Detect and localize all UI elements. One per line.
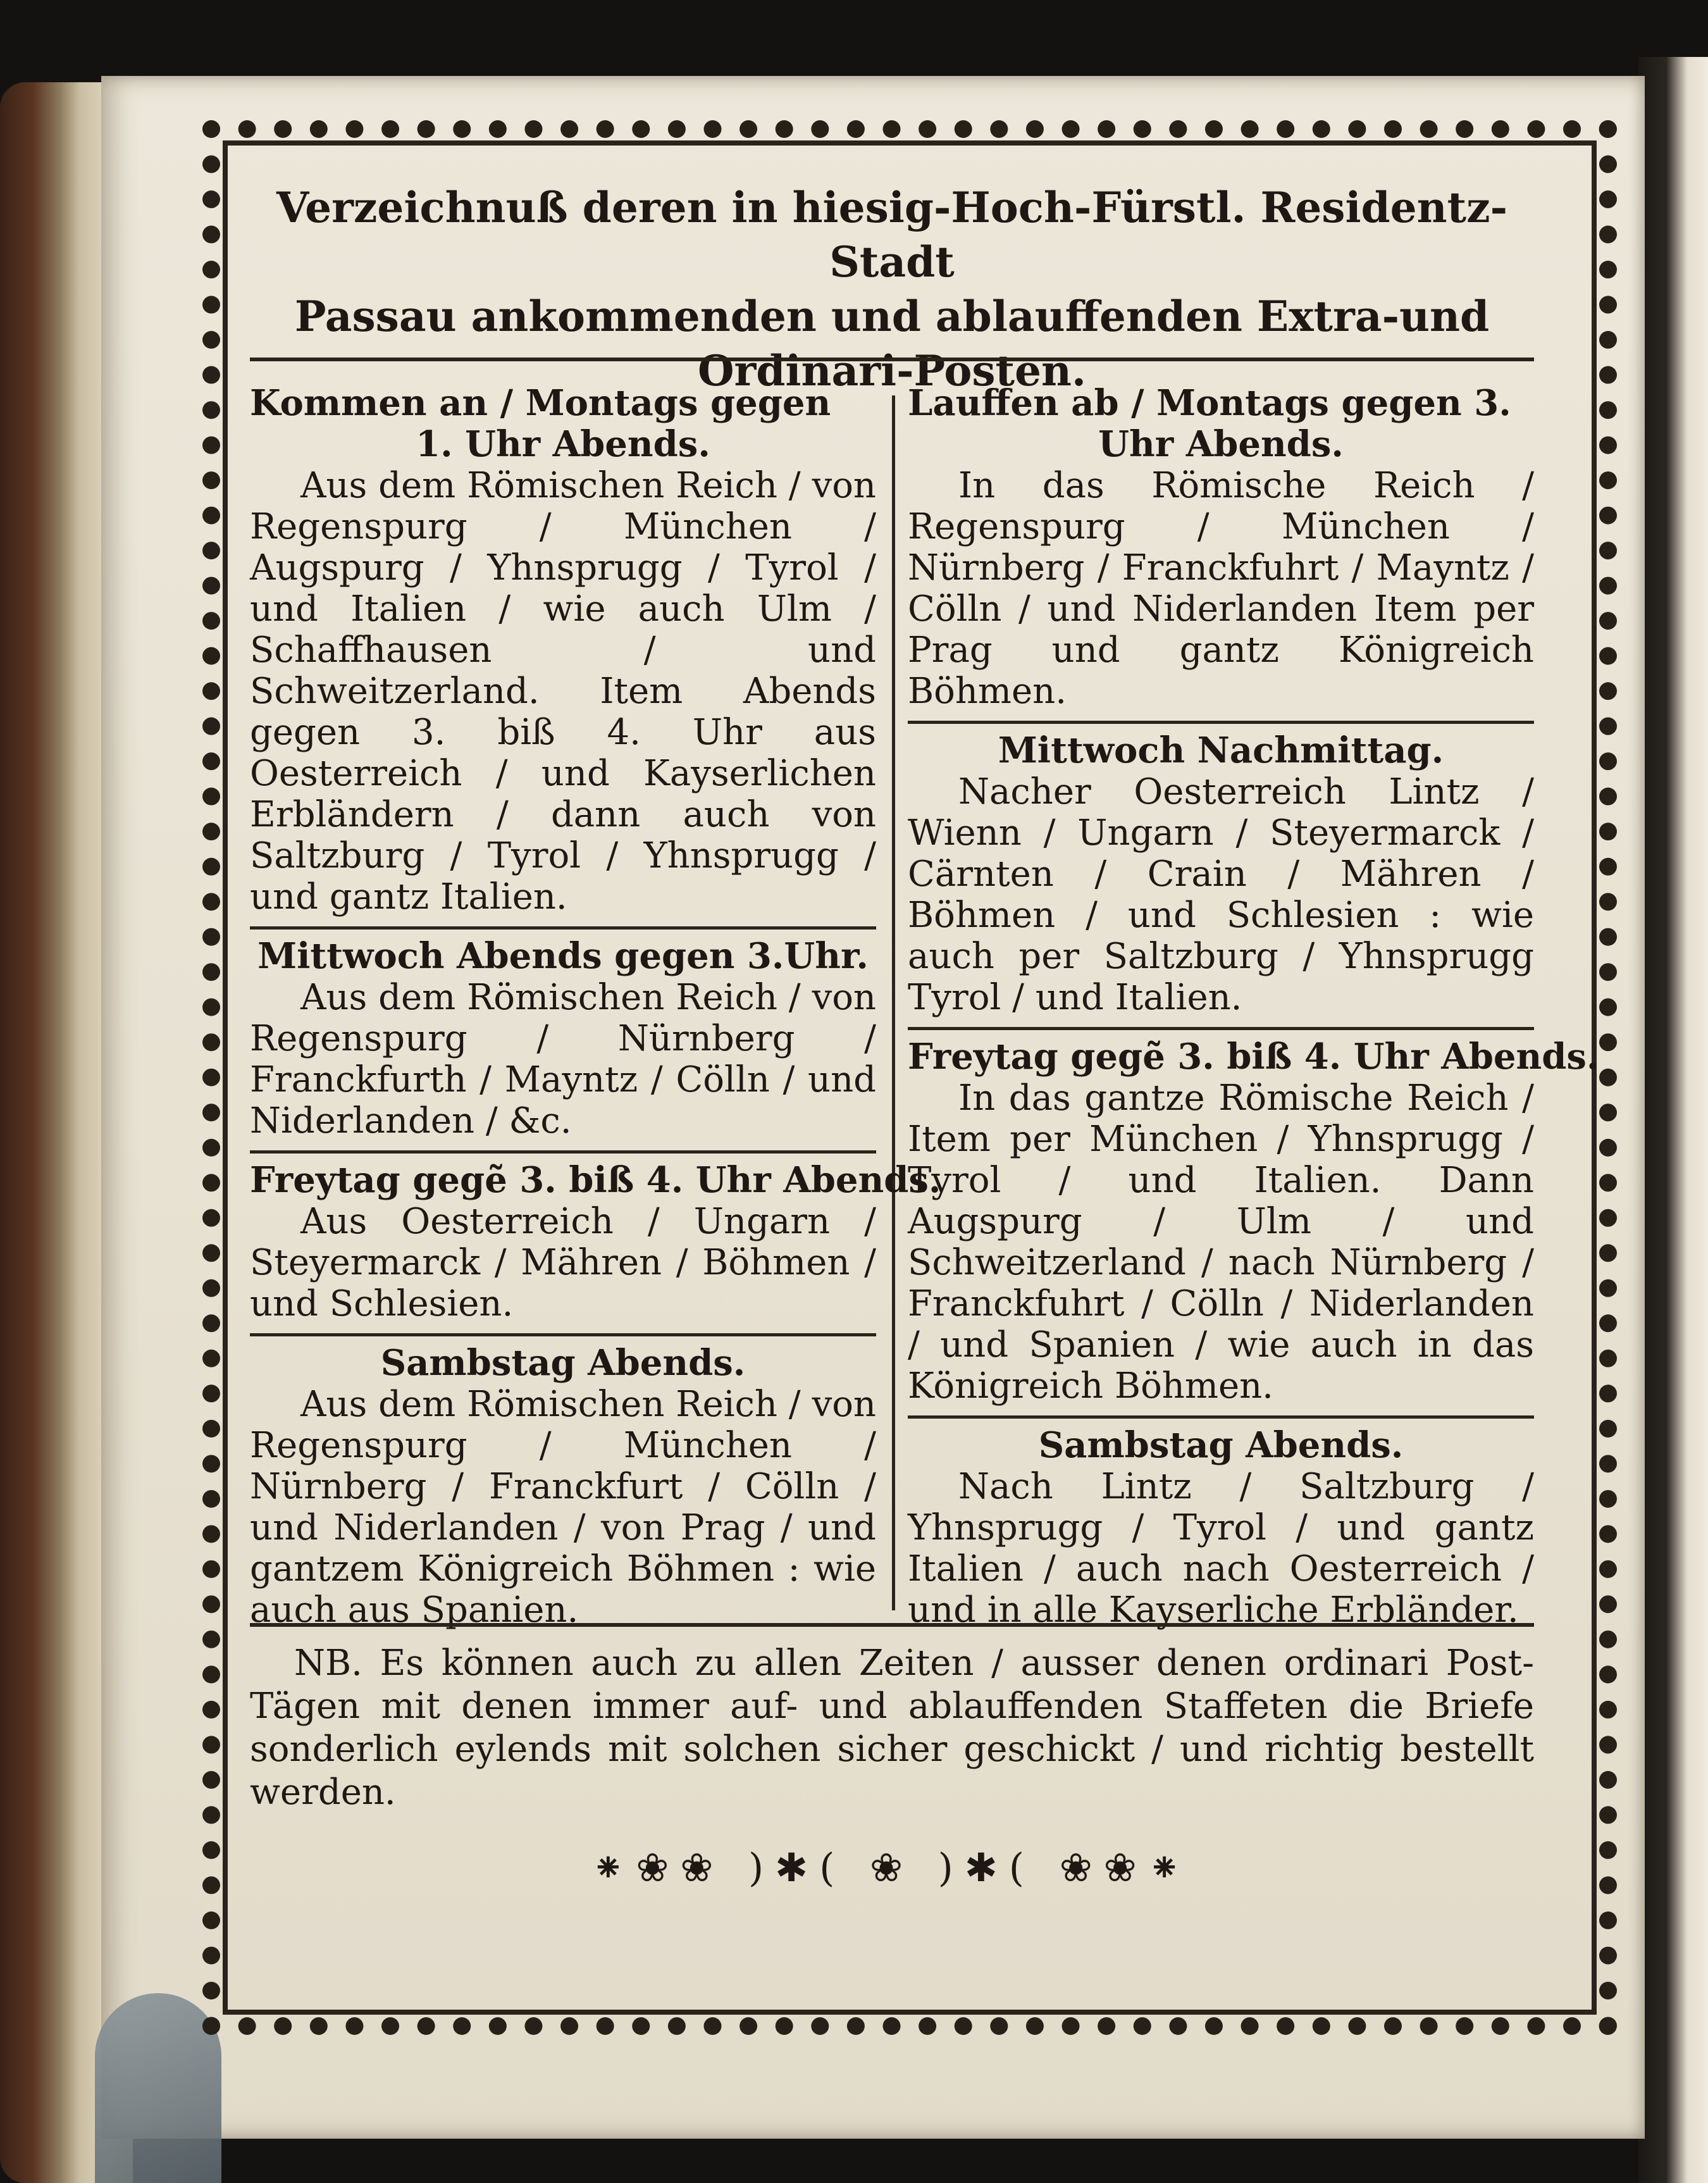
section-body: Nacher Oesterreich Lintz / Wienn / Ungarn / Steyermarck / Cärnten / Crain / Mähren / Böhmen / und Schlesien : wie auch per Saltzburg / Yhnsprugg Tyrol / und Italien. [908,771,1534,1018]
section-body: Nach Lintz / Saltzburg / Yhnsprugg / Tyrol / und gantz Italien / auch nach Oesterreich / und in alle Kayserliche Erbländer. [908,1466,1534,1631]
title-line-2: Passau ankommenden und ablauffenden Extra-und [294,292,1490,341]
section-body: Aus dem Römischen Reich / von Regenspurg / München / Nürnberg / Franckfurt / Cölln / und Niderlanden / von Prag / und gantzem Königreich Böhmen : wie auch aus Spanien. [250,1384,876,1631]
departures-column [908,382,1599,1631]
section-heading: Sambstag Abends. [1038,1424,1404,1466]
title-line-3: Ordinari-Posten. [698,346,1086,395]
section-heading: Freytag gegẽ 3. biß 4. Uhr Abends. [250,1159,941,1201]
section-heading-line2: Uhr Abends. [1098,423,1344,465]
section-body: Aus dem Römischen Reich / von Regenspurg / München / Augspurg / Yhnsprugg / Tyrol / und Italien / wie auch Ulm / Schaffhausen / und Schweitzerland. Item Abends gegen 3. biß 4. Uhr aus Oesterreich / und Kayserlichen Erbländern / dann auch von Saltzburg / Tyrol / Yhnsprugg / und gantz Italien. [250,465,876,917]
footer-rule [250,1623,1534,1627]
section-heading: Mittwoch Abends gegen 3.Uhr. [257,935,869,977]
column-divider [892,395,895,1610]
section-body: In das gantze Römische Reich / Item per München / Yhnsprugg / Tyrol / und Italien. Dann Augspurg / Ulm / und Schweitzerland / nach Nürnberg / Franckfuhrt / Cölln / Niderlanden / und Spanien / wie auch in das Königreich Böhmen. [908,1078,1534,1407]
title-rule [250,358,1534,361]
section-rule [908,1027,1534,1030]
section-rule [908,1415,1534,1419]
title-line-1: Verzeichnuß deren in hiesig-Hoch-Fürstl. Residentz-Stadt [276,183,1508,287]
section-heading: Lauffen ab / Montags gegen 3. [908,382,1511,424]
nota-bene-note: NB. Es können auch zu allen Zeiten / ausser denen ordinari Post-Tägen mit denen immer auf- und ablauffenden Staffeten die Briefe sonderlich eylends mit solchen sicher geschickt / und richtig bestellt werden. [250,1643,1534,1813]
section-rule [250,1150,876,1154]
section-heading: Sambstag Abends. [380,1342,746,1384]
section-heading: Mittwoch Nachmittag. [998,730,1444,771]
section-body: Aus Oesterreich / Ungarn / Steyermarck / Mähren / Böhmen / und Schlesien. [250,1201,876,1324]
page-title [250,180,1534,398]
section-rule [908,721,1534,724]
section-body: Aus dem Römischen Reich / von Regenspurg / Nürnberg / Franckfurth / Mayntz / Cölln / und Niderlanden / &c. [250,977,876,1141]
book-page-edge-right [1638,57,1708,2183]
page-content [250,168,1599,1952]
arrivals-column [250,382,941,1631]
ornament-flourish-icon: ⁕❀❀ )✱( ❀ )✱( ❀❀⁕ [591,1844,1192,1891]
section-rule [250,926,876,930]
section-heading-line2: 1. Uhr Abends. [416,423,710,465]
section-heading: Kommen an / Montags gegen [250,382,831,424]
section-rule [250,1333,876,1336]
section-heading: Freytag gegẽ 3. biß 4. Uhr Abends. [908,1036,1599,1078]
section-body: In das Römische Reich / Regenspurg / München / Nürnberg / Franckfuhrt / Mayntz / Cölln / und Niderlanden Item per Prag und gantz Königreich Böhmen. [908,465,1534,712]
